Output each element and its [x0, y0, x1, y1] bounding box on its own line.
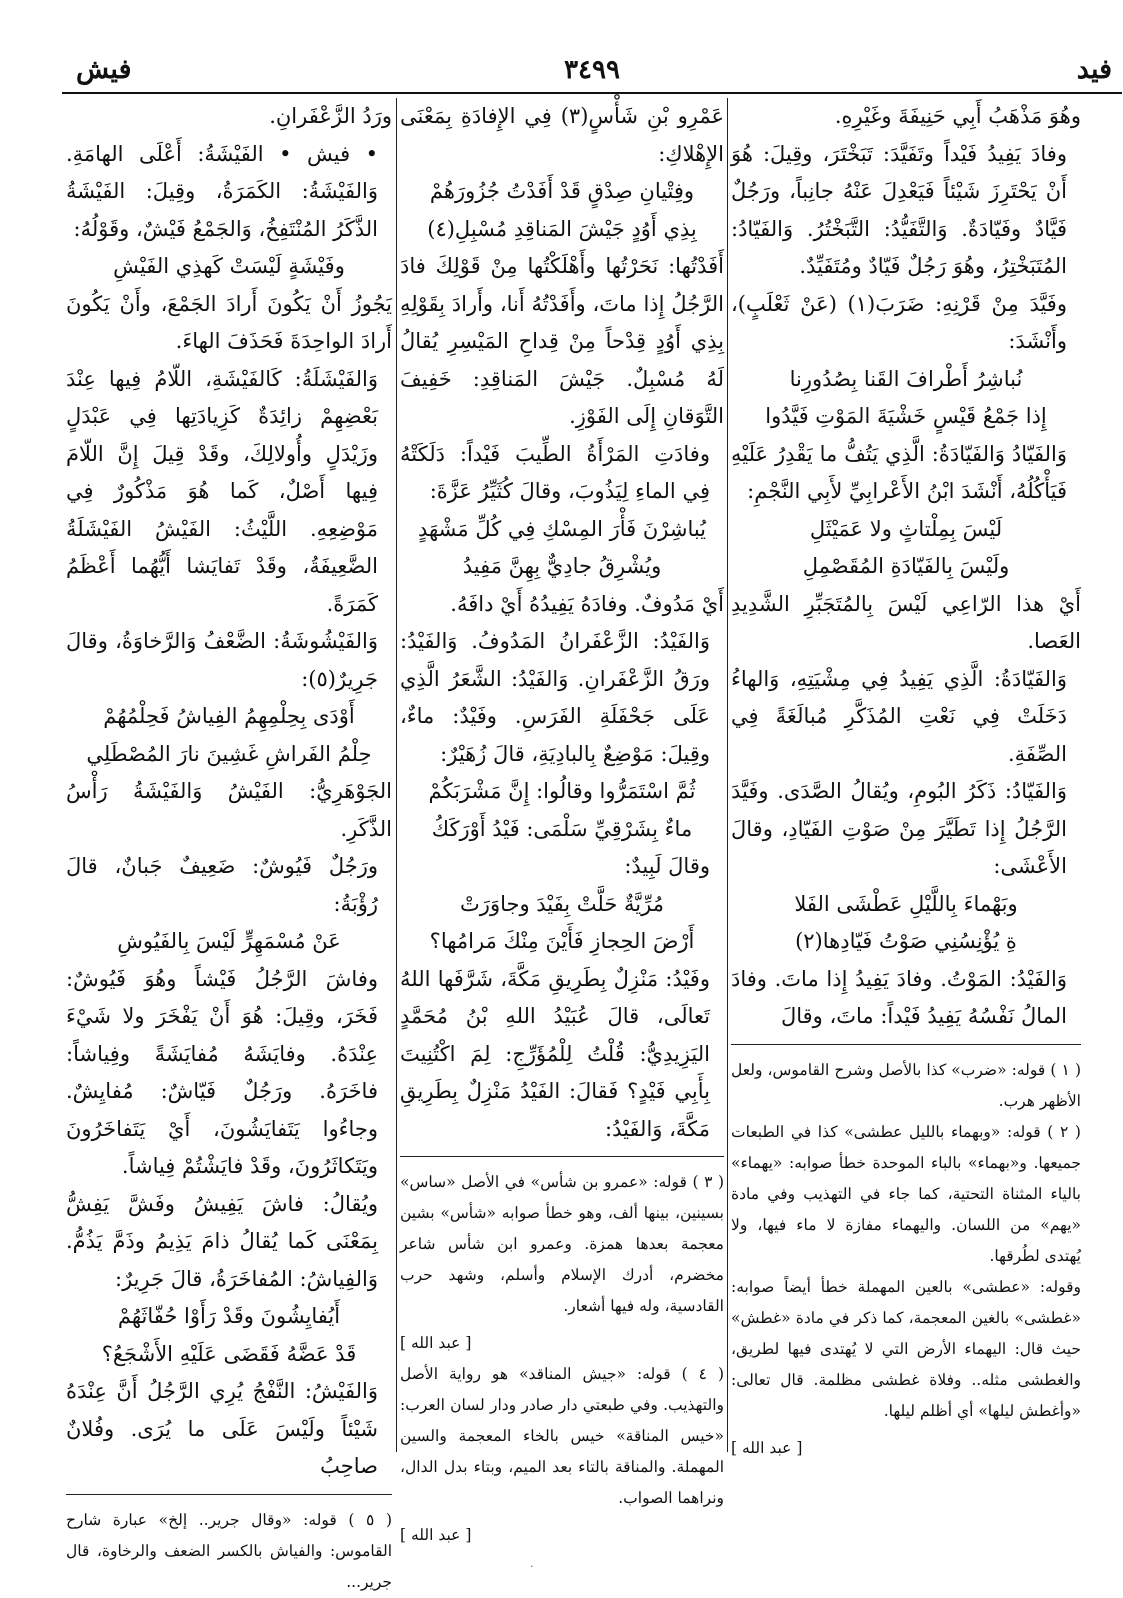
- entry-paragraph: وَالفَيّادُ: ذَكَرُ البُومِ، ويُقالُ الصَّدَى. وفَيَّدَ الرَّجُلُ إِذا تَطَيَّرَ مِنْ صَوْتِ الفَيّادِ، وقالَ الأَعْشَى:: [731, 779, 1067, 878]
- verse-line: ةِ يُؤْنِسُنِي صَوْتُ فَيّادِها(٢): [795, 929, 1017, 953]
- header-left-word: فيش: [76, 54, 132, 85]
- footnote: ( ١ ) قوله: «ضرب» كذا بالأصل وشرح القاموس، ولعل الأظهر هرب.: [731, 1060, 1081, 1110]
- column-middle-body: [400, 98, 724, 1148]
- verse-line: وفِتْيانِ صِدْقٍ قَدْ أَفَدْتُ جُزُورَهُمْ: [429, 179, 695, 203]
- verse-line: لَيْسَ بِمِلْتاثٍ ولا عَمَيْثَلِ: [809, 516, 1003, 541]
- verse-line: ماءٌ بِشَرْقِيِّ سَلْمَى: فَيْدُ أَوْرَكَكُ: [431, 816, 693, 841]
- entry-paragraph: وفادَ يَفِيدُ فَيْداً وتَفَيَّدَ: تَبَخْتَرَ، وقِيلَ: هُوَ أَنْ يَحْتَرِزَ شَيْئاً فَيَعْدِلَ عَنْهُ جانِباً، ورَجُلٌ فَيَّادٌ وفَيّادَةٌ. وَالتَّفَيُّدُ: التَّبَخْتُرُ. وَالفَيّادُ: المُتَبَخْتِرُ، وهُوَ رَجُلٌ فَيّادٌ ومُتَفَيِّدٌ.: [731, 141, 1067, 278]
- entry-paragraph: عَمْرِو بْنِ شَأْسٍ(٣) فِي الإِفادَةِ بِمَعْنَى الإِهْلاكِ:: [400, 104, 724, 166]
- entry-paragraph: وفادَتِ المَرْأَةُ الطِّيبَ فَيْداً: دَلَكَتْهُ فِي الماءِ لِيَذُوبَ، وقالَ كُثَيِّرُ عَزَّةَ:: [400, 441, 710, 503]
- entry-paragraph: وفَيْدُ: مَنْزِلٌ بِطَرِيقِ مَكَّةَ، شَرَّفَها اللهُ تَعالَى، قالَ عُبَيْدُ اللهِ بْنُ مُحَمَّدٍ اليَزِيدِيُّ: قُلْتُ لِلْمُؤَرِّجِ: لِمَ اكْتُنِيتَ بِأَبِي فَيْدٍ؟ فَقالَ: الفَيْدُ مَنْزِلٌ بِطَرِيقِ مَكَّةَ، وَالفَيْدُ:: [400, 966, 710, 1141]
- verse-line: وبَهْماءَ بِاللَّيْلِ عَطْشَى الفَلا: [794, 891, 1018, 916]
- column-divider-right: [727, 98, 728, 1452]
- verse-line: أَيُفايِشُونَ وقَدْ رَأَوْا حُفّاثَهُمْ: [117, 1304, 341, 1328]
- page-number: ٣٤٩٩: [564, 55, 620, 85]
- footnote-signature: [ عبد الله ]: [731, 1438, 803, 1457]
- verse-line: ولَيْسَ بِالفَيّادَةِ المُقَصْمِلِ: [802, 554, 1010, 578]
- verse-line: ويُشْرِقُ جادِيٌّ بِهِنَّ مَفِيدُ: [462, 554, 662, 578]
- entry-paragraph: وَالفَيّادَةُ: الَّذِي يَفِيدُ فِي مِشْيَتِهِ، وَالهاءُ دَخَلَتْ فِي نَعْتِ المُذَكَّرِ مُبالَغَةً فِي الصِّفَةِ.: [731, 666, 1067, 766]
- footnote: ( ٣ ) قوله: «عمرو بن شأس» في الأصل «ساس» بسينين، بينها ألف، وهو خطأ صوابه «شأس» بشين معجمة بعدها همزة. وعمرو ابن شأس شاعر مخضرم، أدرك الإسلام وأسلم، وشهد حرب القادسية، وله فيها أشعار.: [400, 1173, 724, 1315]
- entry-heading-paragraph: • فيش • الفَيْشَةُ: أَعْلَى الهامَةِ. وَالفَيْشَةُ: الكَمَرَةُ، وقِيلَ: الفَيْشَةُ الذَّكَرُ المُنْتَفِخُ، وَالجَمْعُ فَيْشٌ، وقَوْلُهُ:: [66, 141, 378, 241]
- entry-paragraph: ويُقالُ: فاشَ يَفِيشُ وفَشَّ يَفِشُّ بِمَعْنَى كَما يُقالُ ذامَ يَذِيمُ وذَمَّ يَذُمُّ. وَالفِياشُ: المُفاخَرَةُ، قالَ جَرِيرٌ:: [66, 1191, 378, 1291]
- verse-line: إِذا جَمْعُ قَيْسٍ خَشْيَةَ المَوْتِ فَيَّدُوا: [765, 404, 1047, 428]
- verse-line: نُباشِرُ أَطْرافَ القَنا بِصُدُورِنا: [789, 366, 1023, 391]
- column-divider-left: [396, 98, 397, 1452]
- verse-line: أَرْضَ الحِجازِ فَأَيْنَ مِنْكَ مَرامُها؟: [429, 929, 695, 953]
- entry-paragraph: وفاشَ الرَّجُلُ فَيْشاً وهُوَ فَيُوشٌ: فَخَرَ، وقِيلَ: هُوَ أَنْ يَفْخَرَ ولا شَيْءَ عِنْدَهُ. وفايَشَهُ مُفايَشَةً وفِياشاً: فاخَرَهُ. ورَجُلٌ فَيّاشٌ: مُفايِشٌ. وجاءُوا يَتَفايَشُونَ، أَيْ يَتَفاخَرُونَ ويَتَكاثَرُونَ، وقَدْ فايَشْتُمْ فِياشاً.: [66, 966, 378, 1178]
- footnote: وقوله: «عطشى» بالعين المهملة خطأ أيضاً صوابه: «غطشى» بالغين المعجمة، كما ذكر في مادة «غطش» حيث قال: اليهماء الأرض التي لا يُهتدى فيها لطريق، والغطشى مثله.. وفلاة غطشى مظلمة. قال تعالى: «وأغطش ليلها» أي أظلم ليلها.: [731, 1277, 1081, 1420]
- footnote-rule: [731, 1044, 1081, 1045]
- footnote-rule: [400, 1156, 724, 1157]
- entry-paragraph: وَالفَيْشَلَةُ: كَالفَيْشَةِ، اللّامُ فِيها عِنْدَ بَعْضِهِمْ زائِدَةٌ كَزِيادَتِها فِي عَبْدَلٍ وزَيْدَلٍ وأُولالِكَ، وقَدْ قِيلَ إِنَّ اللّامَ فِيها أَصْلٌ، كَما هُوَ مَذْكُورٌ فِي مَوْضِعِهِ. اللَّيْثُ: الفَيْشُ الفَيْشَلَةُ الضَّعِيفَةُ، وقَدْ تَفايَشا أَيُّهُما أَعْظَمُ كَمَرَةً.: [66, 366, 378, 616]
- column-right-footnotes: [731, 1055, 1081, 1464]
- header-right-word: فيد: [1076, 54, 1112, 85]
- entry-paragraph: وَالفَيْدُ: المَوْتُ. وفادَ يَفِيدُ إِذا ماتَ. وفادَ المالُ نَفْسُهُ يَفِيدُ فَيْداً: ماتَ، وقالَ: [731, 966, 1067, 1028]
- column-right: [731, 98, 1081, 1460]
- verse-line: أَوْدَى بِحِلْمِهِمُ الفِياشُ فَحِلْمُهُمْ: [103, 704, 355, 728]
- verse-line: يُباشِرْنَ فَأْرَ المِسْكِ فِي كُلِّ مَشْهَدٍ: [417, 516, 707, 541]
- entry-paragraph: وهُوَ مَذْهَبُ أَبِي حَنِيفَةَ وغَيْرِهِ.: [834, 104, 1081, 128]
- footnote-signature: [ عبد الله ]: [400, 1526, 472, 1544]
- entry-paragraph: وقالَ لَبِيدٌ:: [624, 854, 710, 878]
- verse-line: حِلْمُ الفَراشِ غَشِينَ نارَ المُصْطَلِي: [86, 741, 372, 766]
- column-middle: [400, 98, 724, 1544]
- entry-paragraph: يَجُوزُ أَنْ يَكُونَ أَرادَ الجَمْعَ، وأَنْ يَكُونَ أَرادَ الواحِدَةَ فَحَذَفَ الهاءَ.: [66, 291, 392, 353]
- entry-paragraph: وَالفَيْشُ: النَّفْجُ يُرِي الرَّجُلُ أَنَّ عِنْدَهُ شَيْئاً ولَيْسَ عَلَى ما يُرَى. وفُلانٌ صاحِبُ: [66, 1379, 378, 1478]
- verse-line: مُرِّيَّةٌ حَلَّتْ بِفَيْدَ وجاوَرَتْ: [460, 891, 664, 916]
- column-middle-footnotes: [400, 1167, 724, 1551]
- entry-paragraph: أَيْ مَدُوفٌ. وفادَهُ يَفِيدُهُ أَيْ دافَهُ.: [450, 591, 724, 616]
- entry-paragraph: أَيْ هذا الرّاعِي لَيْسَ بِالمُتَجَبِّرِ الشَّدِيدِ العَصا.: [731, 591, 1081, 653]
- column-left: [66, 98, 392, 1591]
- entry-paragraph: أَفَدْتُها: نَحَرْتُها وأَهْلَكْتُها مِنْ قَوْلِكَ فادَ الرَّجُلُ إِذا ماتَ، وأَفَدْتُهُ أَنا، وأَرادَ بِقَوْلِهِ بِذِي أَوُدٍ قِدْحاً مِنْ قِداحِ المَيْسِرِ يُقالُ لَهُ مُسْبِلٌ. جَيْشَ المَناقِدِ: خَفِيفَ التَّوَقانِ إِلَى الفَوْزِ.: [400, 254, 724, 428]
- verse-line: ثُمَّ اسْتَمَرُّوا وقالُوا: إِنَّ مَشْرَبَكُمْ: [428, 779, 696, 803]
- footnote: ( ٥ ) قوله: «وقال جرير.. إلخ» عبارة شارح القاموس: والفياش بالكسر الضعف والرخاوة، قال جرير...: [66, 1510, 392, 1591]
- entry-paragraph: وَالفَيْدُ: الزَّعْفَرانُ المَدُوفُ. وَالفَيْدُ: ورَقُ الزَّعْفَرانِ. وَالفَيْدُ: الشَّعَرُ الَّذِي عَلَى جَحْفَلَةِ الفَرَسِ. وفَيْدٌ: ماءٌ، وقِيلَ: مَوْضِعٌ بِالبادِيَةِ، قالَ زُهَيْرٌ:: [400, 629, 710, 766]
- footnote: ( ٤ ) قوله: «جيش المناقد» هو رواية الأصل والتهذيب. وفي طبعتي دار صادر ودار لسان العرب: «خيس المناقة» خيس بالخاء المعجمة والسين المهملة. والمناقة بالتاء بعد الميم، وبتاء بدل الدال، ونراهما الصواب.: [400, 1365, 724, 1507]
- page-header: [62, 52, 1122, 92]
- entry-paragraph: ورَجُلٌ فَيُوشٌ: ضَعِيفٌ جَبانٌ، قالَ رُؤْبَةُ:: [66, 854, 378, 916]
- verse-line: بِذِي أَوُدٍ جَيْشَ المَناقِدِ مُسْبِلِ(٤): [427, 216, 697, 241]
- entry-paragraph: وفَيَّدَ مِنْ قَرْنِهِ: ضَرَبَ(١) (عَنْ ثَعْلَبٍ)، وأَنْشَدَ:: [731, 291, 1067, 353]
- column-left-footnotes: [66, 1505, 392, 1598]
- header-rule: [62, 92, 1122, 94]
- verse-line: عَنْ مُسْمَهِرٍّ لَيْسَ بِالفَيُوشِ: [117, 929, 341, 953]
- footnote: ( ٢ ) قوله: «وبهماء بالليل عطشى» كذا في الطبعات جميعها. و«بهماء» بالباء الموحدة خطأ صوابه: «يهماء» بالياء المثناة التحتية، كما جاء في التهذيب وفي مادة «يهم» من اللسان. واليهماء مفازة لا ماء فيها، ولا يُهتدى لطُرقها.: [731, 1122, 1081, 1265]
- entry-paragraph: الجَوْهَرِيُّ: الفَيْشُ وَالفَيْشَةُ رَأْسُ الذَّكَرِ.: [66, 779, 392, 841]
- entry-paragraph: وَالفَيّادُ وَالفَيّادَةُ: الَّذِي يَتُفُّ ما يَقْدِرُ عَلَيْهِ فَيَأْكُلُهُ، أَنْشَدَ ابْنُ الأَعْرابِيِّ لأَبِي النَّجْمِ:: [731, 441, 1067, 503]
- page-mark: ·: [530, 1560, 534, 1573]
- entry-paragraph: ورَدُ الزَّعْفَرانِ.: [269, 104, 392, 128]
- footnote-rule: [66, 1494, 392, 1495]
- verse-line: وفَيْشَةٍ لَيْسَتْ كَهذِي الفَيْشِ: [113, 254, 345, 278]
- entry-paragraph: وَالفَيْشُوشَةُ: الضَّعْفُ وَالرَّخاوَةُ، وقالَ جَرِيرٌ(٥):: [66, 629, 378, 691]
- verse-line: قَدْ عَضَّهُ فَقَضَى عَلَيْهِ الأَشْجَعُ؟: [101, 1341, 357, 1366]
- column-right-body: [731, 98, 1081, 1036]
- footnote-signature: [ عبد الله ]: [400, 1334, 472, 1352]
- column-left-body: [66, 98, 392, 1486]
